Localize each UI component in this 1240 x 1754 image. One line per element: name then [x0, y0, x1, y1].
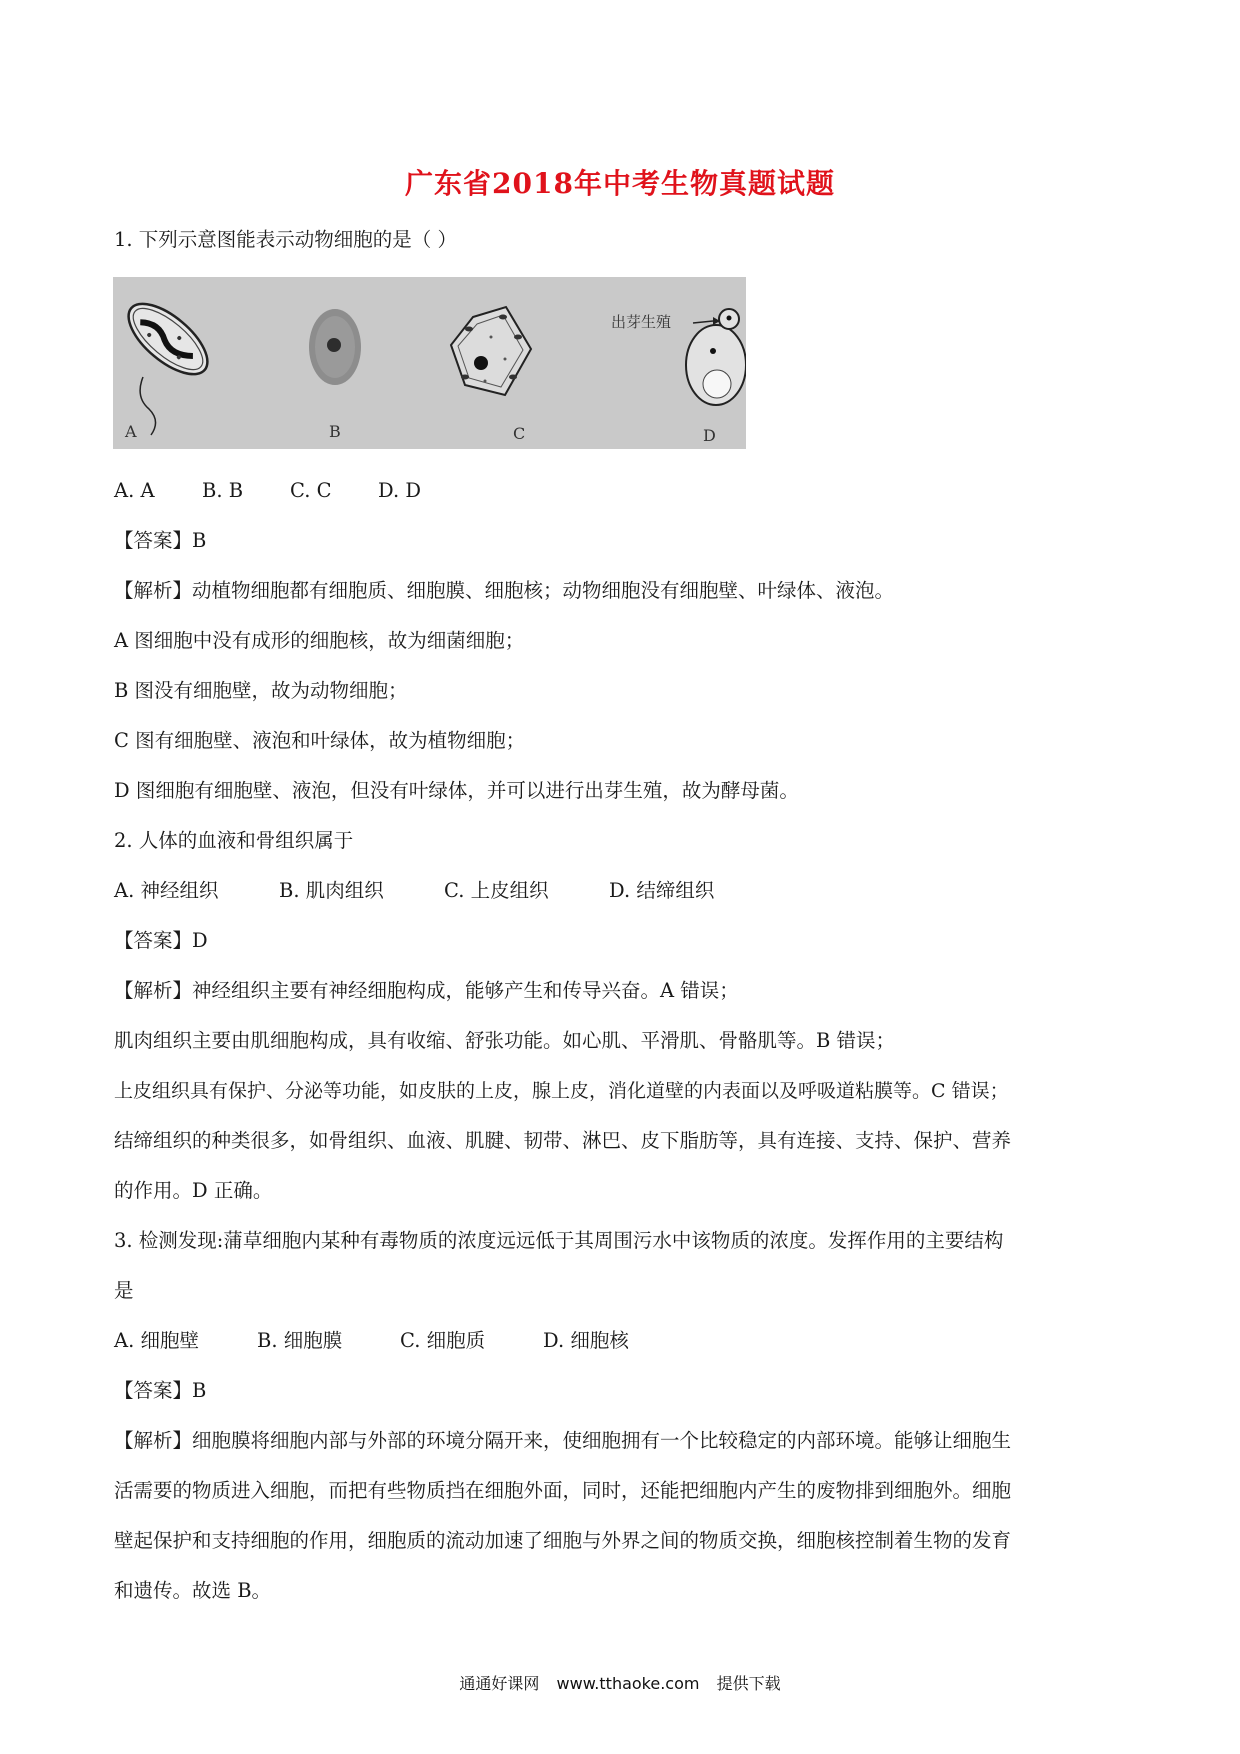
question-2-explanation-line: 【解析】神经组织主要有神经细胞构成，能够产生和传导兴奋。A 错误； — [114, 979, 739, 1002]
question-2-explanation-line: 肌肉组织主要由肌细胞构成，具有收缩、舒张功能。如心肌、平滑肌、骨骼肌等。B 错误； — [114, 1029, 896, 1052]
option-b: B. B — [202, 479, 244, 502]
option-a: A. A — [114, 479, 155, 502]
option-c: C. 上皮组织 — [444, 879, 549, 902]
question-1-stem: 1. 下列示意图能表示动物细胞的是（ ） — [114, 228, 458, 251]
footer-url-link[interactable]: www.tthaoke.com — [556, 1674, 700, 1693]
footer-suffix: 提供下载 — [716, 1674, 781, 1693]
option-b: B. 细胞膜 — [257, 1329, 343, 1352]
question-2-explanation-line: 结缔组织的种类很多，如骨组织、血液、肌腱、韧带、淋巴、皮下脂肪等，具有连接、支持、保护、营养 — [114, 1129, 1012, 1152]
option-a: A. 细胞壁 — [114, 1329, 199, 1352]
page-title: 广东省2018年中考生物真题试题 — [405, 167, 835, 200]
option-c: C. 细胞质 — [400, 1329, 486, 1352]
question-3-stem: 3. 检测发现:蒲草细胞内某种有毒物质的浓度远远低于其周围污水中该物质的浓度。发挥作用的主要结构 — [114, 1229, 1004, 1252]
question-2-explanation-line: 上皮组织具有保护、分泌等功能，如皮肤的上皮，腺上皮，消化道壁的内表面以及呼吸道粘膜等。C 错误； — [114, 1080, 1009, 1102]
option-d: D. 细胞核 — [543, 1329, 629, 1352]
option-c: C. C — [290, 479, 332, 502]
question-2-answer: 【答案】D — [114, 929, 208, 952]
figure-label-a: A — [125, 422, 137, 441]
footer-site-name: 通通好课网 — [459, 1674, 540, 1693]
question-2-stem: 2. 人体的血液和骨组织属于 — [114, 829, 354, 852]
question-1-explanation-line: A 图细胞中没有成形的细胞核，故为细菌细胞； — [114, 629, 525, 652]
bacterium-cell-image — [117, 291, 219, 435]
question-3-explanation-line: 壁起保护和支持细胞的作用，细胞质的流动加速了细胞与外界之间的物质交换，细胞核控制着生物的发育 — [114, 1529, 1012, 1552]
question-2-options — [114, 879, 714, 903]
yeast-cell-image — [686, 309, 746, 405]
figure-label-d: D — [703, 426, 716, 445]
question-1-options — [114, 479, 421, 503]
plant-cell-image — [451, 307, 531, 395]
question-1-explanation-line: D 图细胞有细胞壁、液泡，但没有叶绿体，并可以进行出芽生殖，故为酵母菌。 — [114, 779, 799, 802]
question-1-figure — [113, 277, 746, 449]
question-1-explanation-line: B 图没有细胞壁，故为动物细胞； — [114, 679, 408, 702]
animal-cell-image — [309, 309, 361, 385]
question-3-explanation-line: 活需要的物质进入细胞，而把有些物质挡在细胞外面，同时，还能把细胞内产生的废物排到细胞外。细胞 — [114, 1479, 1012, 1502]
question-3-stem-cont: 是 — [114, 1279, 134, 1302]
question-1-explanation-line: C 图有细胞壁、液泡和叶绿体，故为植物细胞； — [114, 729, 526, 752]
option-a: A. 神经组织 — [114, 879, 219, 902]
question-3-explanation-line: 【解析】细胞膜将细胞内部与外部的环境分隔开来，使细胞拥有一个比较稳定的内部环境。能够让细胞生 — [114, 1429, 1012, 1452]
budding-label: 出芽生殖 — [611, 313, 672, 331]
question-1-explanation-line: 【解析】动植物细胞都有细胞质、细胞膜、细胞核；动物细胞没有细胞壁、叶绿体、液泡。 — [114, 579, 895, 602]
page-footer — [0, 1671, 1240, 1694]
question-1-answer: 【答案】B — [114, 529, 207, 552]
figure-label-b: B — [329, 422, 341, 441]
question-3-answer: 【答案】B — [114, 1379, 207, 1402]
question-3-options — [114, 1329, 629, 1353]
question-3-explanation-line: 和遗传。故选 B。 — [114, 1579, 272, 1602]
option-d: D. 结缔组织 — [609, 879, 715, 902]
question-2-explanation-line: 的作用。D 正确。 — [114, 1179, 273, 1202]
figure-label-c: C — [513, 424, 526, 443]
option-d: D. D — [378, 479, 421, 502]
option-b: B. 肌肉组织 — [279, 879, 384, 902]
